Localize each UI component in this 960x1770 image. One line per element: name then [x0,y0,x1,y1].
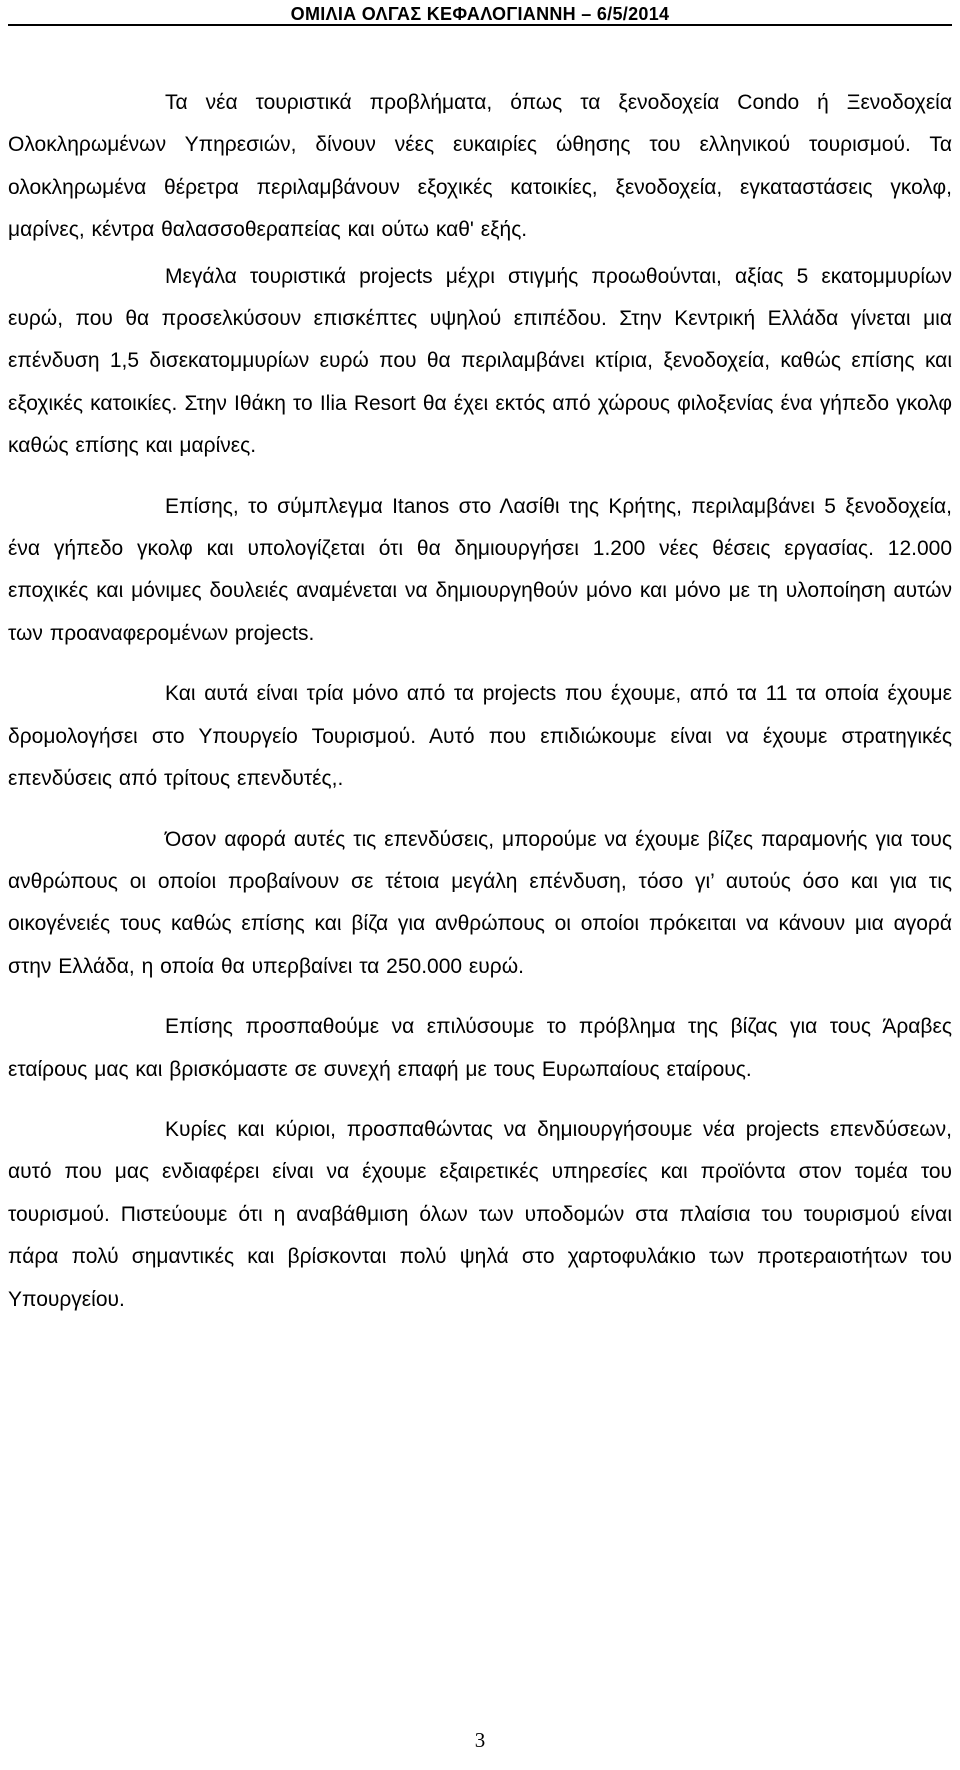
page-number: 3 [474,1728,486,1752]
paragraph-4: Και αυτά είναι τρία μόνο από τα projects που έχουμε, από τα 11 τα οποία έχουμε δρομολογήσει στο Υπουργείο Τουρισμού. Αυτό που επιδιώκουμε είναι να έχουμε στρατηγικές επενδύσεις από τρίτους επενδυτές,. [8,682,952,791]
paragraph-1: Τα νέα τουριστικά προβλήματα, όπως τα ξενοδοχεία Condo ή Ξενοδοχεία Ολοκληρωμένων Υπηρεσιών, δίνουν νέες ευκαιρίες ώθησης του ελληνικού τουρισμού. Τα ολοκληρωμένα θέρετρα περιλαμβάνουν εξοχικές κατοικίες, ξενοδοχεία, εγκαταστάσεις γκολφ, μαρίνες, κέντρα θαλασσοθεραπείας και ούτω καθ' εξής. [8,91,952,242]
paragraph-2: Μεγάλα τουριστικά projects μέχρι στιγμής προωθούνται, αξίας 5 εκατομμυρίων ευρώ, που θα προσελκύσουν επισκέπτες υψηλού επιπέδου. Στην Κεντρική Ελλάδα γίνεται μια επένδυση 1,5 δισεκατομμυρίων ευρώ που θα περιλαμβάνει κτίρια, ξενοδοχεία, καθώς επίσης και εξοχικές κατοικίες. Στην Ιθάκη το Ilia Resort θα έχει εκτός από χώρους φιλοξενίας ένα γήπεδο γκολφ καθώς επίσης και μαρίνες. [8,264,952,458]
document-body [8,82,952,1321]
page-header: ΟΜΙΛΙΑ ΟΛΓΑΣ ΚΕΦΑΛΟΓΙΑΝΝΗ – 6/5/2014 [8,0,952,26]
paragraph-3: Επίσης, το σύμπλεγμα Itanos στο Λασίθι της Κρήτης, περιλαμβάνει 5 ξενοδοχεία, ένα γήπεδο γκολφ και υπολογίζεται ότι θα δημιουργήσει 1.200 νέες θέσεις εργασίας. 12.000 εποχικές και μόνιμες δουλειές αναμένεται να δημιουργηθούν μόνο και μόνο με τη υλοποίηση αυτών των προαναφερομένων projects. [8,494,952,645]
paragraph-6: Επίσης προσπαθούμε να επιλύσουμε το πρόβλημα της βίζας για τους Άραβες εταίρους μας και βρισκόμαστε σε συνεχή επαφή με τους Ευρωπαίους εταίρους. [8,1015,952,1081]
paragraph-5: Όσον αφορά αυτές τις επενδύσεις, μπορούμε να έχουμε βίζες παραμονής για τους ανθρώπους οι οποίοι προβαίνουν σε τέτοια μεγάλη επένδυση, τόσο γι’ αυτούς όσο και για τις οικογένειές τους καθώς επίσης και βίζα για ανθρώπους οι οποίοι πρόκειται να κάνουν μια αγορά στην Ελλάδα, η οποία θα υπερβαίνει τα 250.000 ευρώ. [8,827,952,978]
paragraph-7: Κυρίες και κύριοι, προσπαθώντας να δημιουργήσουμε νέα projects επενδύσεων, αυτό που μας ενδιαφέρει είναι να έχουμε εξαιρετικές υπηρεσίες και προϊόντα στον τομέα του τουρισμού. Πιστεύουμε ότι η αναβάθμιση όλων των υποδομών στα πλαίσια του τουρισμού είναι πάρα πολύ σημαντικές και βρίσκονται πολύ ψηλά στο χαρτοφυλάκιο των προτεραιοτήτων του Υπουργείου. [8,1117,952,1311]
